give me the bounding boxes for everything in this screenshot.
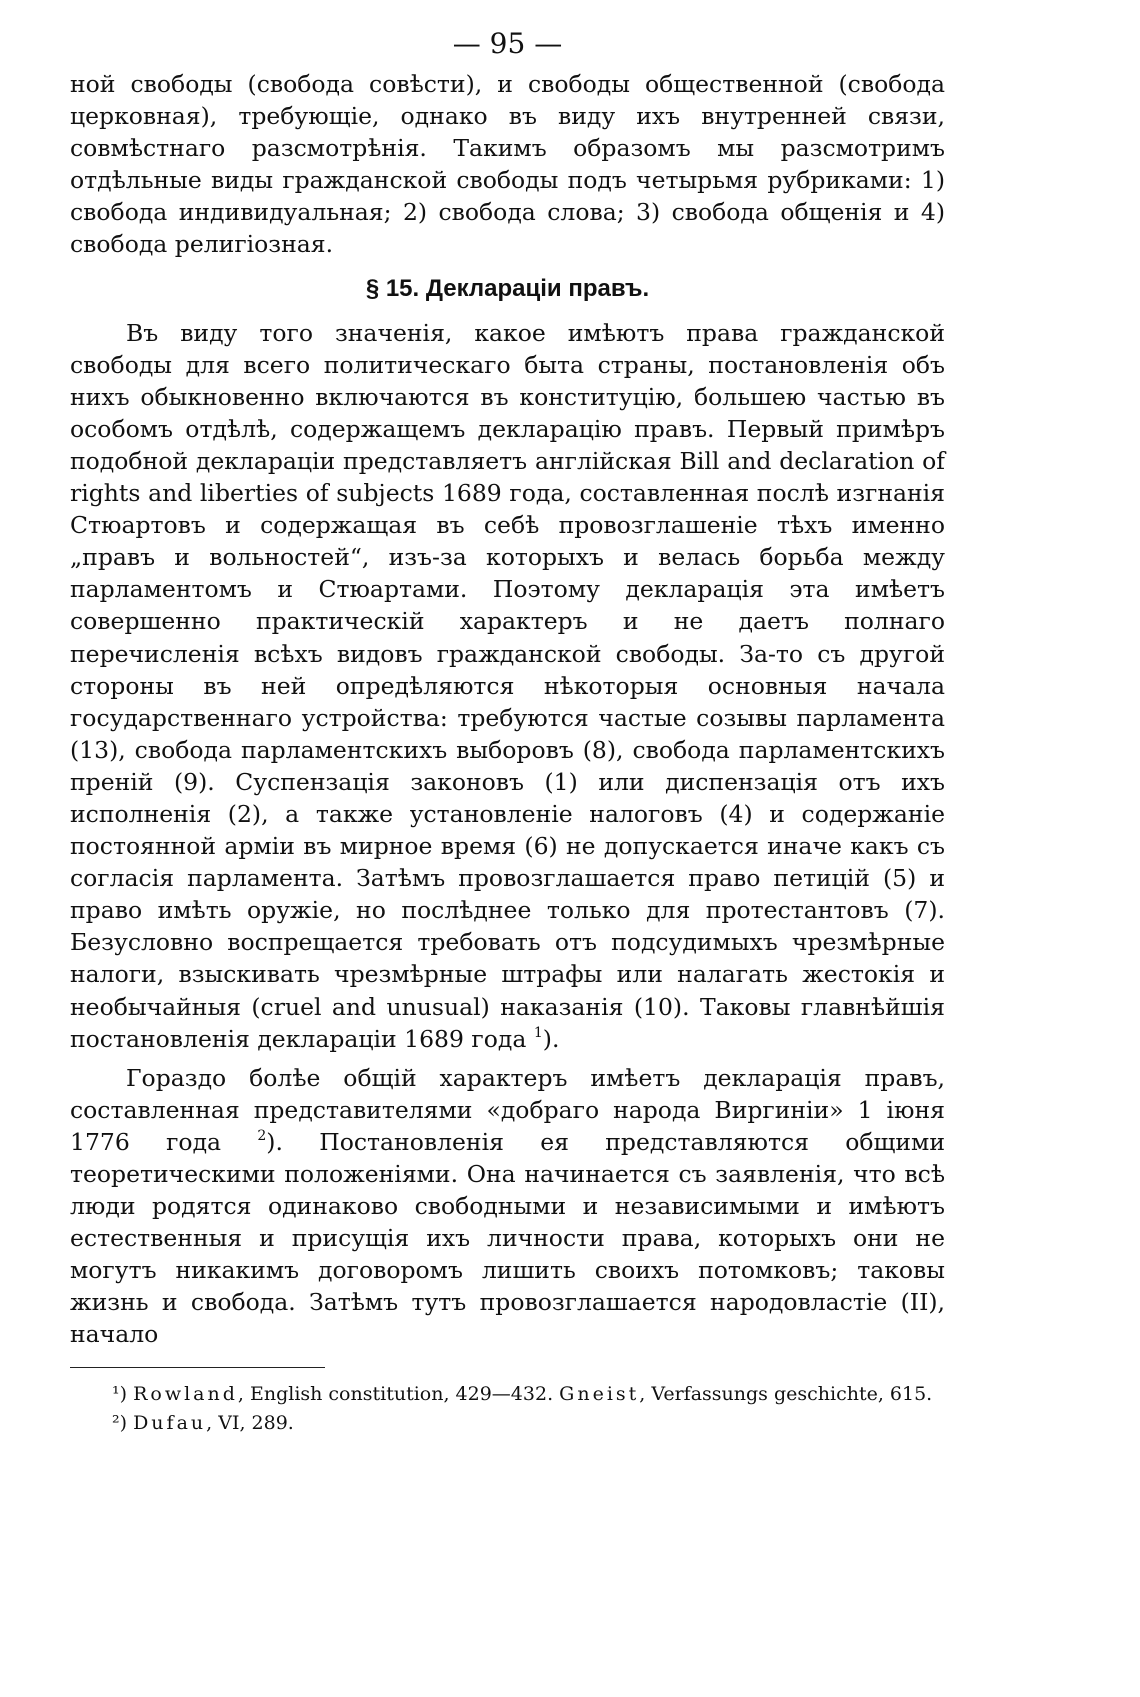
paragraph-2-text-a: Гораздо болѣе общій характеръ имѣетъ декларація правъ, составленная представителями «добраго народа Виргиніи» 1 іюня 1776 года — [70, 1063, 945, 1156]
footnote-ref-1[interactable]: 1 — [533, 1024, 543, 1041]
book-page — [70, 26, 945, 1438]
paragraph-2-text-b: ). Постановленія ея представляются общими теоретическими положеніями. Она начинается съ заявленія, что всѣ люди родятся одинаково свободными и независимыми и имѣютъ естественныя и присущія ихъ личности права, которыхъ они не могутъ никакимъ договоромъ лишить своихъ потомковъ; таковы жизнь и свобода. Затѣмъ тутъ провозглашается народовластіе (II), начало — [70, 1127, 945, 1349]
footnote-1-author2: Gneist — [559, 1382, 640, 1405]
paragraph-2 — [70, 1062, 945, 1351]
page-number: — 95 — — [452, 27, 563, 60]
paragraph-1 — [70, 317, 945, 1055]
footnote-2-text: , VI, 289. — [206, 1411, 294, 1434]
footnote-2-marker: ²) — [112, 1411, 128, 1434]
footnote-1-text2: , Verfassungs geschichte, 615. — [639, 1382, 933, 1405]
section-heading: § 15. Декларацiи правъ. — [365, 274, 650, 302]
footnote-2 — [70, 1409, 945, 1438]
footnotes — [70, 1380, 945, 1438]
paragraph-1-text: Въ виду того значенія, какое имѣютъ права гражданской свободы для всего политическаго быта страны, постановленія объ нихъ обыкновенно включаются въ конституцію, большею частью въ особомъ отдѣлѣ, содержащемъ декларацію правъ. Первый примѣръ подобной декларацiи представляетъ англійская Bill and declaration of rights and liberties of subjects 1689 года, составленная послѣ изгнанія Стюартовъ и содержащая въ себѣ провозглашеніе тѣхъ именно „правъ и вольностей“, изъ-за которыхъ и велась борьба между парламентомъ и Стюартами. Поэтому декларація эта имѣетъ совершенно практическій характеръ и не даетъ полнаго перечисленія всѣхъ видовъ гражданской свободы. За-то съ другой стороны въ ней опредѣляются нѣкоторыя основныя начала государственнаго устройства: требуются частые созывы парламента (13), свобода парламентскихъ выборовъ (8), свобода парламентскихъ преній (9). Суспензація законовъ (1) или диспензація отъ ихъ исполненія (2), а также установленіе налоговъ (4) и содержаніе постоянной арміи въ мирное время (6) не допускается иначе какъ съ согласія парламента. Затѣмъ провозглашается право петицій (5) и право имѣть оружіе, но послѣднее только для протестантовъ (7). Безусловно воспрещается требовать отъ подсудимыхъ чрезмѣрные налоги, взыскивать чрезмѣрные штрафы или налагать жестокія и необычайныя (cruel and unusual) наказанія (10). Таковы главнѣйшія постановленія декларацiи 1689 года — [70, 318, 945, 1053]
footnote-1-author: Rowland — [133, 1382, 238, 1405]
paragraph-1-tail: ). — [542, 1024, 560, 1053]
footnote-divider — [70, 1367, 325, 1368]
intro-paragraph: ной свободы (свобода совѣсти), и свободы общественной (свобода церковная), требующіе, однако въ виду ихъ внутренней связи, совмѣстнаго разсмотрѣнія. Такимъ образомъ мы разсмотримъ отдѣльные виды гражданской свободы подъ четырьмя рубриками: 1) свобода индивидуальная; 2) свобода слова; 3) свобода общенія и 4) свобода религіозная. — [70, 70, 945, 259]
footnote-2-author: Dufau — [133, 1411, 207, 1434]
footnote-1 — [70, 1380, 945, 1409]
footnote-ref-2[interactable]: 2 — [257, 1127, 267, 1144]
footnote-1-text: , English constitution, 429—432. — [237, 1382, 554, 1405]
body-text — [70, 68, 945, 1351]
footnote-1-marker: ¹) — [112, 1382, 128, 1405]
